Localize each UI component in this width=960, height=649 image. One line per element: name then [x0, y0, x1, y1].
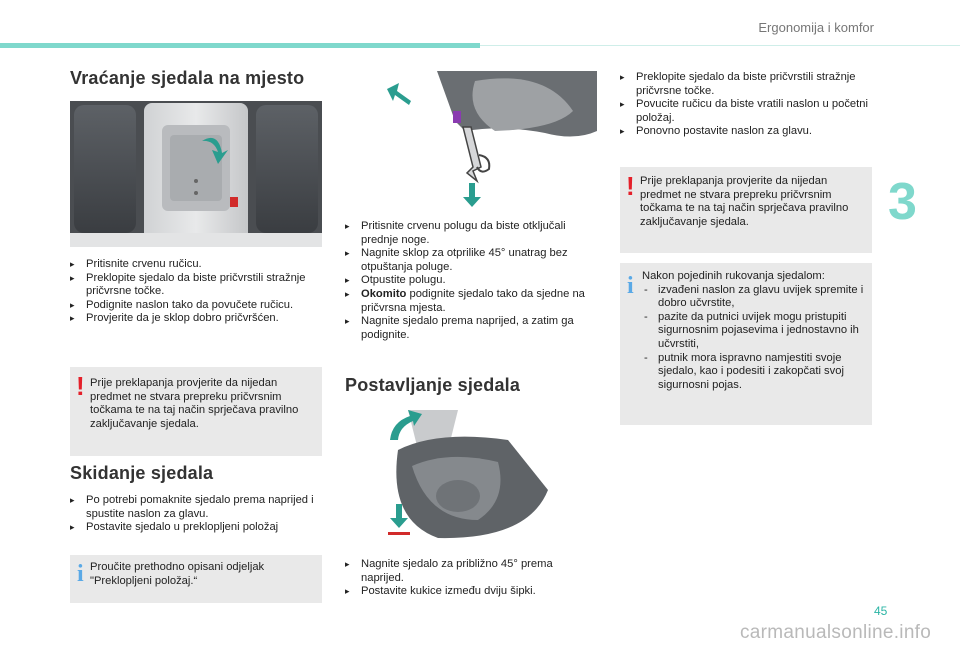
- header-accent-bar: [0, 43, 480, 48]
- list-item: ▸ Okomito podignite sjedalo tako da sjedne na pričvrsna mjesta.: [345, 287, 585, 314]
- bullet-icon: ▸: [70, 495, 75, 505]
- steps-list-2: [70, 494, 322, 535]
- bullet-icon: ▸: [620, 126, 625, 137]
- bullet-icon: ▸: [70, 522, 75, 533]
- list-item: ▸ Ponovno postavite naslon za glavu.: [620, 125, 813, 138]
- list-item: ▸ Pritisnite crvenu ručicu.: [70, 258, 202, 270]
- figure-seat-tilt: [378, 410, 548, 548]
- info-intro: Nakon pojedinih rukovanja sjedalom:: [642, 270, 825, 282]
- steps-list-1: [70, 258, 322, 326]
- bullet-icon: ▸: [70, 259, 75, 269]
- arrow-icon: [463, 183, 481, 207]
- bullet-icon: ▸: [345, 559, 350, 569]
- list-item: ▸ Nagnite sklop za otprilike 45° unatrag bez otpuštanja poluge.: [345, 247, 568, 273]
- arrow-icon: [387, 83, 411, 105]
- info-content: [642, 270, 868, 392]
- bullet-icon: ▸: [345, 316, 350, 327]
- list-item: ▸ Nagnite sjedalo prema naprijed, a zatim ga podignite.: [345, 315, 574, 341]
- list-item: ▸ Provjerite da je sklop dobro pričvršćen.: [70, 312, 279, 325]
- warning-box-1: [70, 367, 322, 456]
- list-item: ▸ Po potrebi pomaknite sjedalo prema naprijed i spustite naslon za glavu.: [70, 494, 314, 520]
- bullet-icon: ▸: [345, 221, 350, 231]
- bullet-icon: ▸: [345, 288, 350, 299]
- heading-skidanje: Skidanje sjedala: [70, 463, 214, 483]
- bullet-icon: ▸: [345, 248, 350, 259]
- chapter-number: 3: [888, 173, 917, 231]
- info-box-1: [70, 555, 322, 603]
- list-item: ▸ Povucite ručicu da biste vratili naslon u početni položaj.: [620, 98, 868, 124]
- list-item: ▸ Otpustite polugu.: [345, 274, 446, 287]
- section-title: Ergonomija i komfor: [758, 20, 874, 35]
- list-item: ▸ Pritisnite crvenu polugu da biste otključali prednje noge.: [345, 220, 566, 246]
- bullet-icon: ▸: [345, 586, 350, 597]
- bullet-icon: ▸: [70, 313, 75, 324]
- steps-list-5: [620, 71, 872, 139]
- info-box-2: [620, 263, 872, 425]
- info-icon: i: [77, 561, 84, 587]
- watermark: carmanualsonline.info: [740, 622, 932, 643]
- warning-text: Prije preklapanja provjerite da nijedan predmet ne stvara prepreku pričvrsnim točkama te na taj način sprječava pravilno zaključavanje sjedala.: [90, 377, 299, 430]
- bullet-icon: ▸: [345, 275, 350, 286]
- list-item: - putnik mora ispravno namjestiti svoje sjedalo, kao i podesiti i zakopčati svoj sigurnosni pojas.: [644, 351, 844, 391]
- bullet-icon: ▸: [620, 99, 625, 110]
- info-list: [642, 284, 868, 393]
- list-item: ▸ Preklopite sjedalo da biste pričvrstili stražnje pričvrsne točke.: [620, 71, 856, 97]
- steps-list-3: [345, 220, 597, 342]
- heading-postavljanje: Postavljanje sjedala: [345, 375, 521, 395]
- page-number: 45: [874, 604, 888, 618]
- list-item: ▸ Nagnite sjedalo za približno 45° prema naprijed.: [345, 558, 553, 584]
- heading-vracanje: Vraćanje sjedala na mjesto: [70, 68, 305, 88]
- info-icon: i: [627, 273, 634, 299]
- warning-icon: !: [76, 371, 85, 401]
- figure-seat-hooks: [345, 71, 597, 211]
- figure-seat-rear: [70, 101, 322, 247]
- warning-box-2: [620, 167, 872, 253]
- list-item: ▸ Podignite naslon tako da povučete ručicu.: [70, 298, 294, 311]
- list-item: - izvađeni naslon za glavu uvijek spremite i dobro učvrstite,: [644, 283, 864, 310]
- list-item: - pazite da putnici uvijek mogu pristupiti sigurnosnim pojasevima i jednostavno ih učvrstiti,: [644, 310, 859, 350]
- info-text: Proučite prethodno opisani odjeljak "Preklopljeni položaj.“: [90, 561, 265, 587]
- list-item: ▸ Preklopite sjedalo da biste pričvrstili stražnje pričvrsne točke.: [70, 271, 306, 298]
- warning-text: Prije preklapanja provjerite da nijedan predmet ne stvara prepreku pričvrsnim točkama te na taj način sprječava pravilno zaključavanje sjedala.: [640, 175, 849, 228]
- steps-list-4: [345, 558, 597, 599]
- warning-icon: !: [626, 171, 635, 201]
- bullet-icon: ▸: [70, 272, 75, 283]
- list-item: ▸ Postavite sjedalo u preklopljeni položaj: [70, 521, 279, 534]
- list-item: ▸ Postavite kukice između dviju šipki.: [345, 585, 536, 598]
- bullet-icon: ▸: [620, 72, 625, 82]
- bullet-icon: ▸: [70, 299, 75, 310]
- header-rule: [480, 45, 960, 46]
